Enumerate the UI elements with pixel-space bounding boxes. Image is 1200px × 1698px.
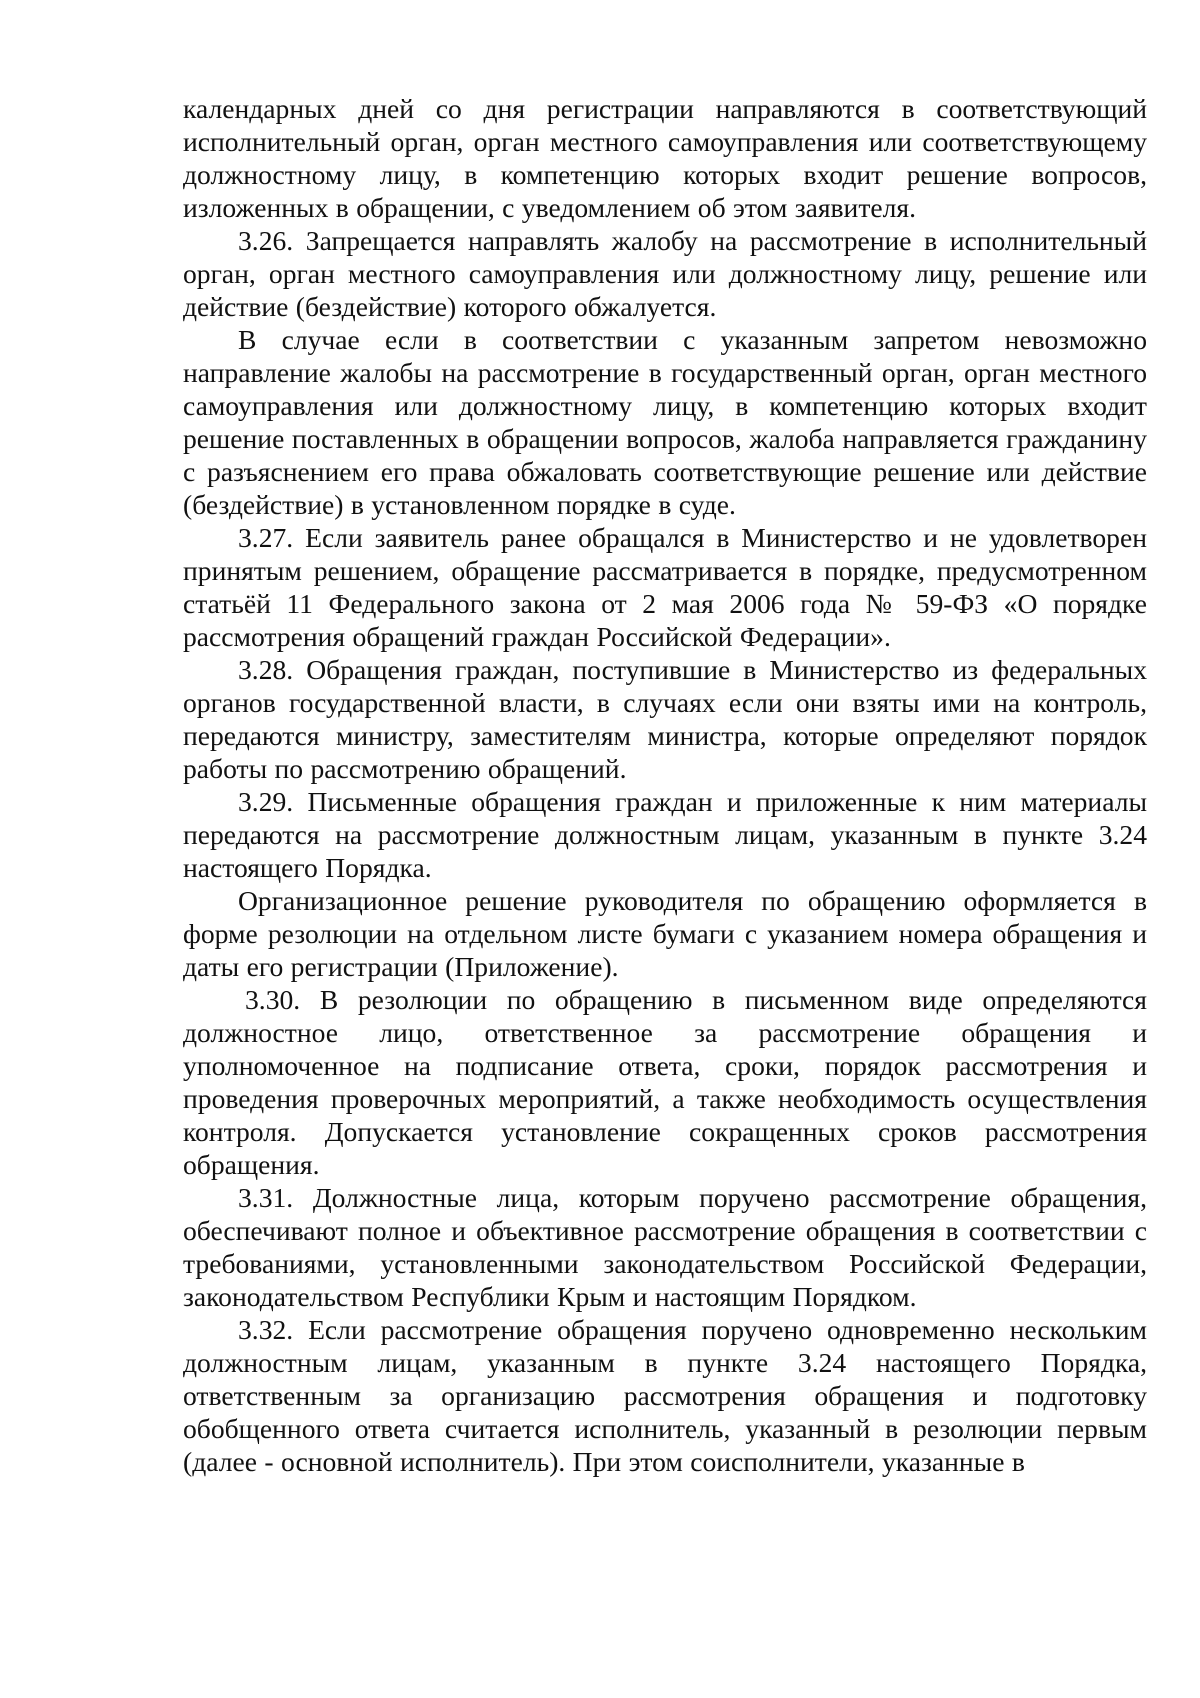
- paragraph-3-32: 3.32. Если рассмотрение обращения поручено одновременно нескольким должностным лицам, указанным в пункте 3.24 настоящего Порядка, ответственным за организацию рассмотрения обращения и подготовку обобщенного ответа считается исполнитель, указанный в резолюции первым (далее - основной исполнитель). При этом соисполнители, указанные в: [183, 1314, 1147, 1477]
- paragraph-continuation: календарных дней со дня регистрации направляются в соответствующий исполнительный орган, орган местного самоуправления или соответствующему должностному лицу, в компетенцию которых входит решение вопросов, изложенных в обращении, с уведомлением об этом заявителя.: [183, 93, 1147, 223]
- paragraph-3-26: 3.26. Запрещается направлять жалобу на рассмотрение в исполнительный орган, орган местного самоуправления или должностному лицу, решение или действие (бездействие) которого обжалуется.: [183, 225, 1147, 322]
- paragraph-3-29-resolution: Организационное решение руководителя по обращению оформляется в форме резолюции на отдельном листе бумаги с указанием номера обращения и даты его регистрации (Приложение).: [183, 885, 1147, 982]
- paragraph-3-26-exception: В случае если в соответствии с указанным запретом невозможно направление жалобы на рассмотрение в государственный орган, орган местного самоуправления или должностному лицу, в компетенцию которых входит решение поставленных в обращении вопросов, жалоба направляется гражданину с разъяснением его права обжаловать соответствующие решение или действие (бездействие) в установленном порядке в суде.: [183, 324, 1147, 520]
- paragraph-3-28: 3.28. Обращения граждан, поступившие в Министерство из федеральных органов государственной власти, в случаях если они взяты ими на контроль, передаются министру, заместителям министра, которые определяют порядок работы по рассмотрению обращений.: [183, 654, 1147, 784]
- paragraph-3-30: 3.30. В резолюции по обращению в письменном виде определяются должностное лицо, ответственное за рассмотрение обращения и уполномоченное на подписание ответа, сроки, порядок рассмотрения и проведения проверочных мероприятий, а также необходимость осуществления контроля. Допускается установление сокращенных сроков рассмотрения обращения.: [183, 984, 1147, 1180]
- document-body: [183, 92, 1147, 1478]
- paragraph-3-27: 3.27. Если заявитель ранее обращался в Министерство и не удовлетворен принятым решением, обращение рассматривается в порядке, предусмотренном статьёй 11 Федерального закона от 2 мая 2006 года № 59-ФЗ «О порядке рассмотрения обращений граждан Российской Федерации».: [183, 522, 1147, 652]
- paragraph-3-31: 3.31. Должностные лица, которым поручено рассмотрение обращения, обеспечивают полное и объективное рассмотрение обращения в соответствии с требованиями, установленными законодательством Российской Федерации, законодательством Республики Крым и настоящим Порядком.: [183, 1182, 1147, 1312]
- paragraph-3-29: 3.29. Письменные обращения граждан и приложенные к ним материалы передаются на рассмотрение должностным лицам, указанным в пункте 3.24 настоящего Порядка.: [183, 786, 1147, 883]
